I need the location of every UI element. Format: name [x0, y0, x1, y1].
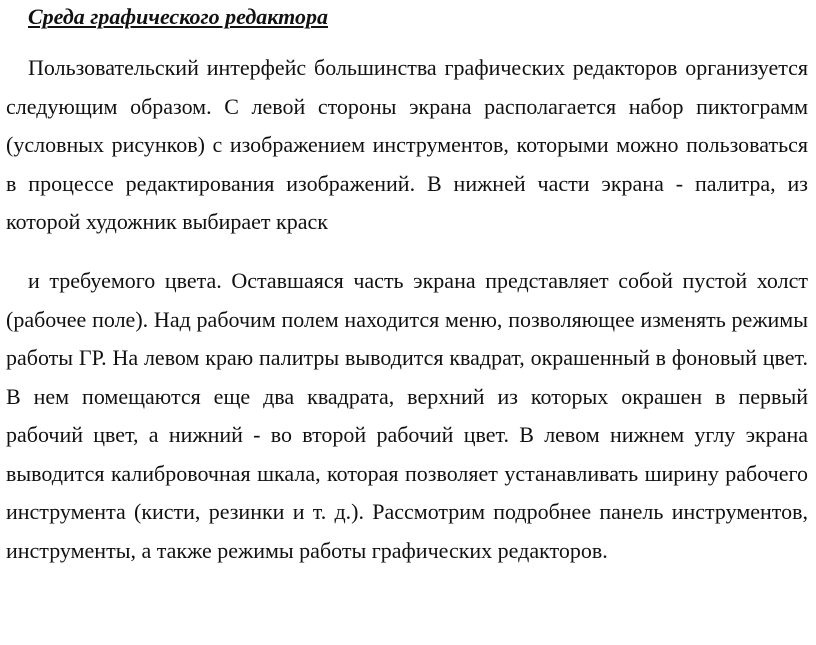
section-heading: Среда графического редактора — [28, 4, 328, 29]
paragraph-2: и требуемого цвета. Оставшаяся часть экрана представляет собой пустой холст (рабочее поле). Над рабочим полем находится меню, позволяющее изменять режимы работы ГР. На левом краю палитры выводится квадрат, окрашенный в фоновый цвет. В нем помещаются еще два квадрата, верхний из которых окрашен в первый рабочий цвет, а нижний - во второй рабочий цвет. В левом нижнем углу экрана выводится калибровочная шкала, которая позволяет устанавливать ширину рабочего инструмента (кисти, резинки и т. д.). Рассмотрим подробнее панель инструментов, инструменты, а также режимы работы графических редакторов. — [6, 268, 808, 563]
paragraph-1: Пользовательский интерфейс большинства графических редакторов организуется следующим образом. С левой стороны экрана располагается набор пиктограмм (условных рисунков) с изображением инструментов, которыми можно пользоваться в процессе редактирования изображений. В нижней части экрана - палитра, из которой художник выбирает краск — [6, 55, 808, 234]
